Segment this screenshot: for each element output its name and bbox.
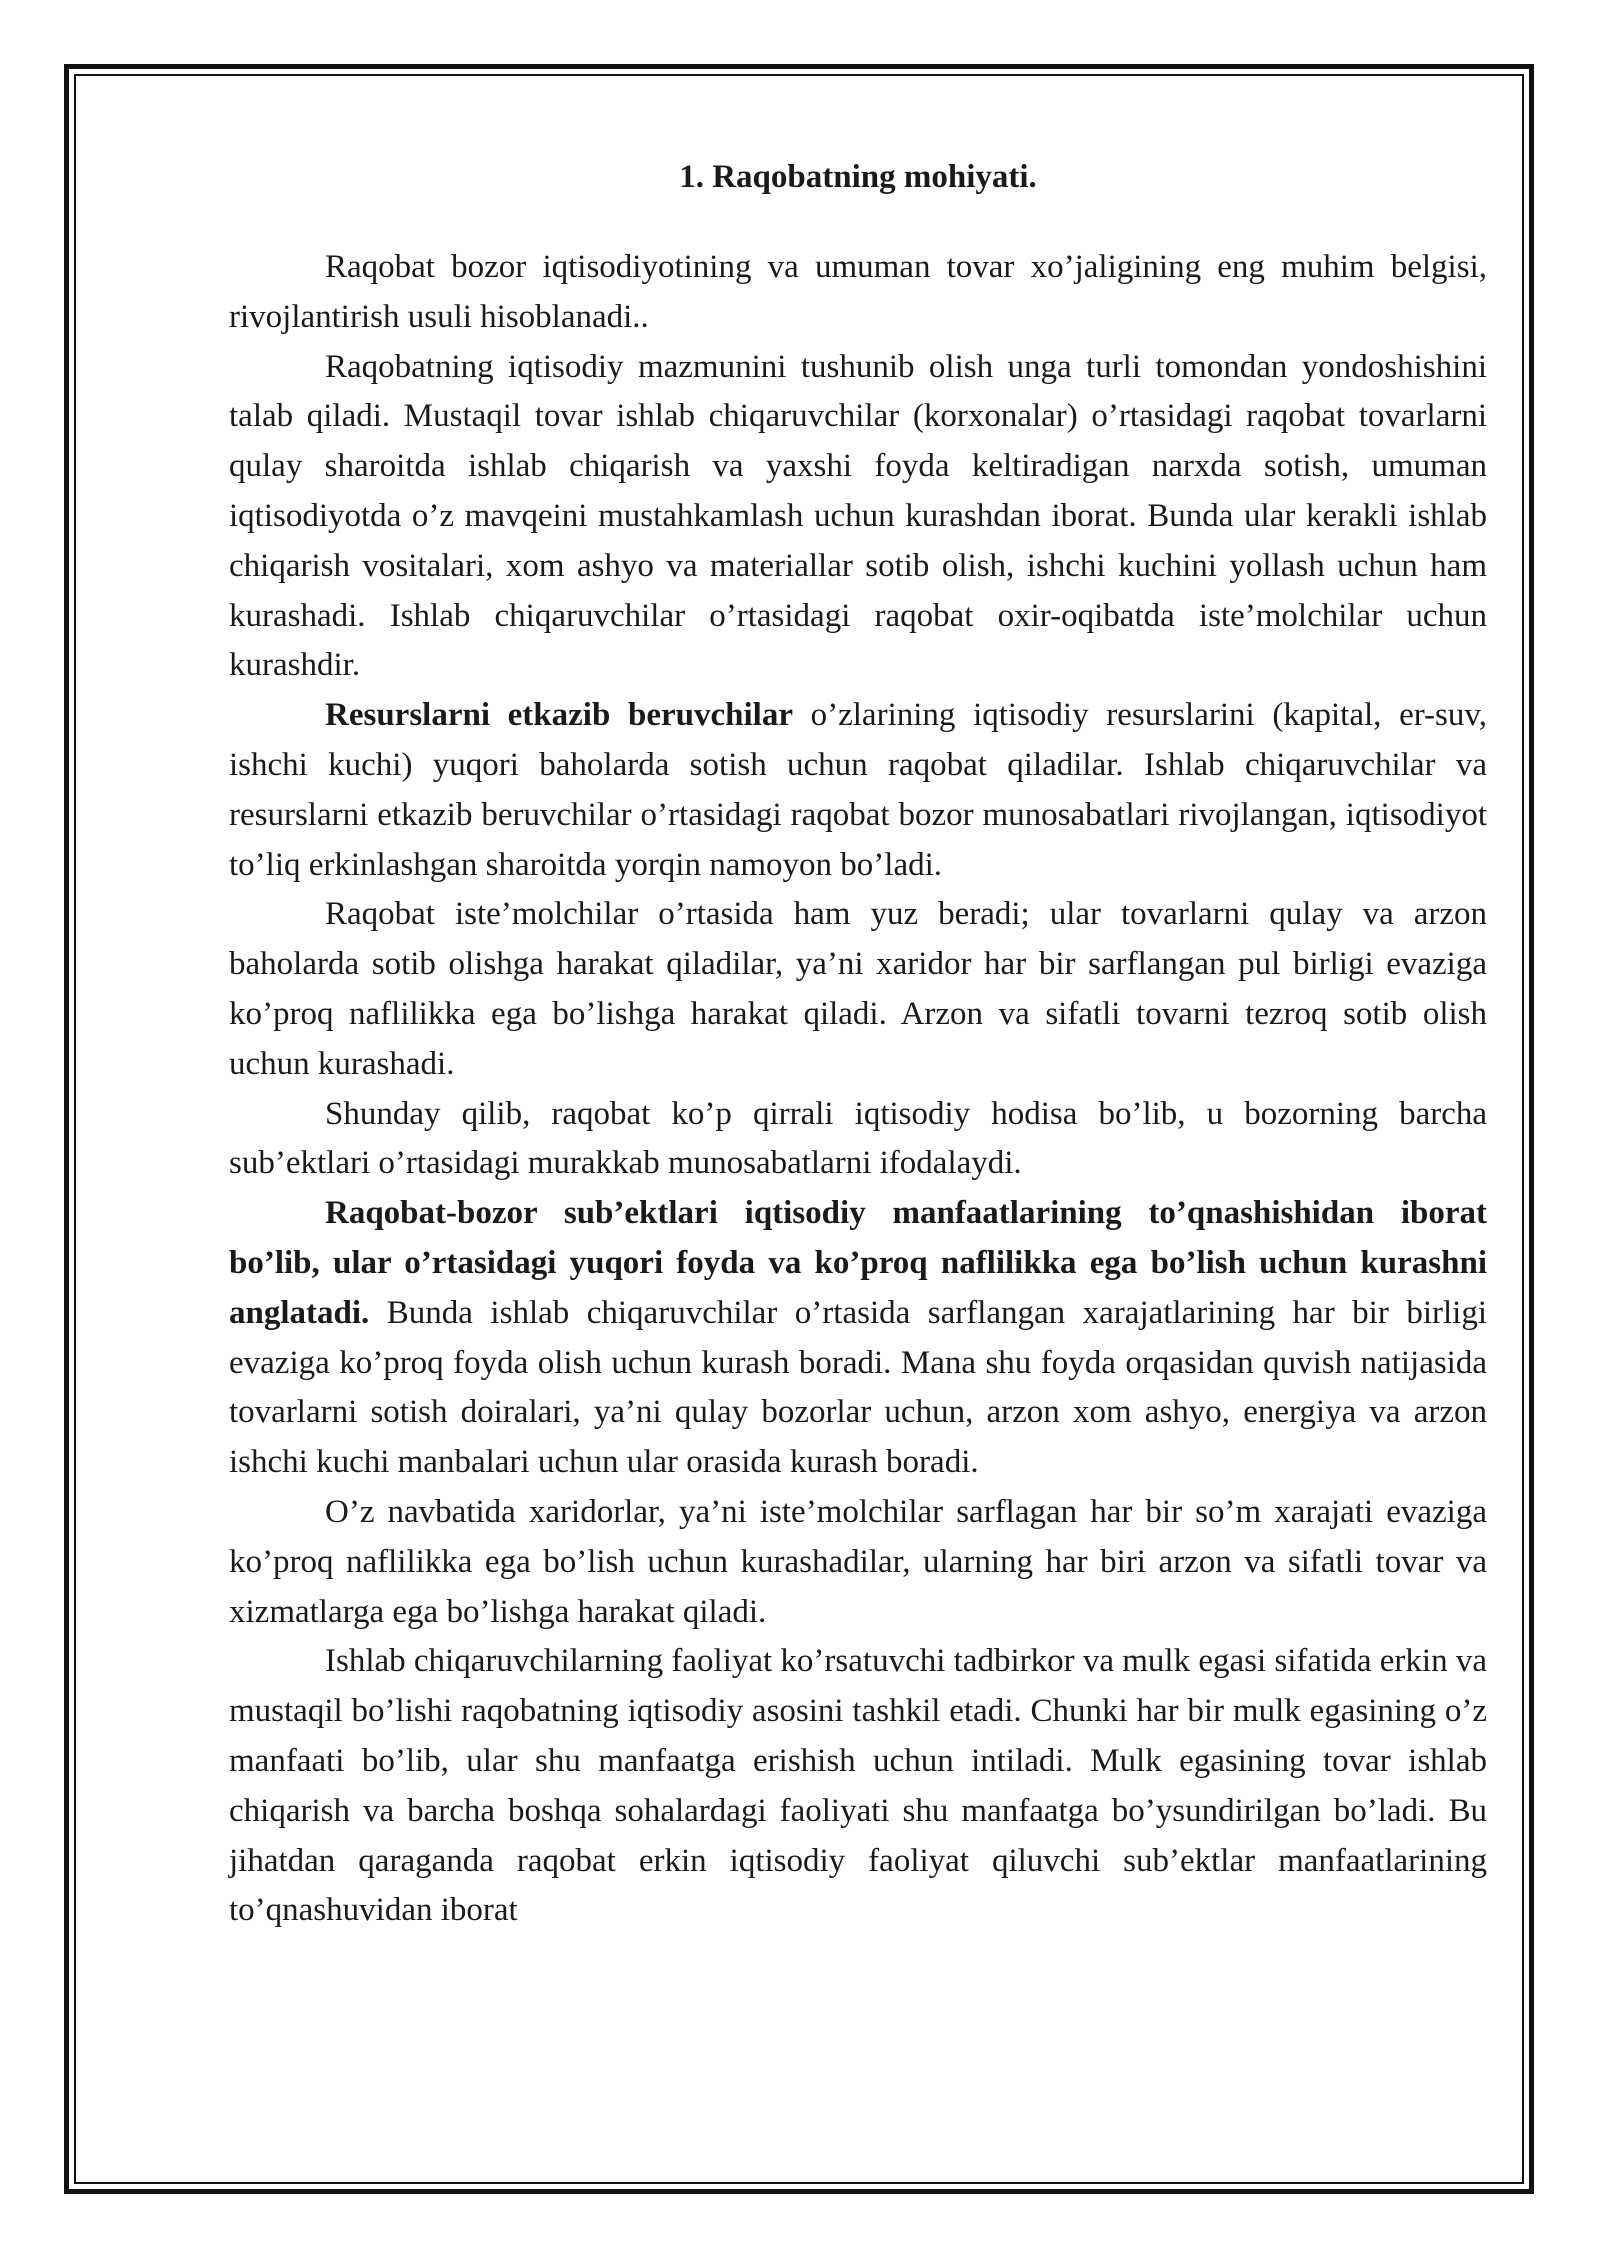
paragraph-4 [229, 890, 1487, 1089]
paragraph-1 [229, 243, 1487, 343]
section-title: 1. Raqobatning mohiyati. [679, 159, 1037, 195]
paragraph-2 [229, 343, 1487, 692]
paragraph-3-text: o’zlarining iqtisodiy resurslarini (kapital, er-suv, ishchi kuchi) yuqori baholarda sotish uchun raqobat qiladilar. Ishlab chiqaruvchilar va resurslarni etkazib beruvchilar o’rtasidagi raqobat bozor munosabatlari rivojlangan, iqtisodiyot to’liq erkinlashgan sharoitda yorqin namoyon bo’ladi. [229, 697, 1487, 883]
paragraph-6-lead: Raqobat-bozor sub’ektlari iqtisodiy manfaatlarining to’qnashishidan iborat bo’lib, ular o’rtasidagi yuqori foyda va ko’proq naflilikka ega bo’lish uchun kurashni anglatadi. [229, 1195, 1487, 1331]
paragraph-4-text: Raqobat iste’molchilar o’rtasida ham yuz beradi; ular tovarlarni qulay va arzon baholarda sotib olishga harakat qiladilar, ya’ni xaridor har bir sarflangan pul birligi evaziga ko’proq naflilikka ega bo’lishga harakat qiladi. Arzon va sifatli tovarni tezroq sotib olish uchun kurashadi. [229, 896, 1487, 1082]
paragraph-5-text: Shunday qilib, raqobat ko’p qirrali iqtisodiy hodisa bo’lib, u bozorning barcha sub’ektlari o’rtasidagi murakkab munosabatlarni ifodalaydi. [229, 1095, 1487, 1182]
paragraph-7 [229, 1488, 1487, 1637]
paragraph-6 [229, 1189, 1487, 1488]
document-body [229, 152, 1487, 1936]
paragraph-8-text: Ishlab chiqaruvchilarning faoliyat ko’rsatuvchi tadbirkor va mulk egasi sifatida erkin va mustaqil bo’lishi raqobatning iqtisodiy asosini tashkil etadi. Chunki har bir mulk egasining o’z manfaati bo’lib, ular shu manfaatga erishish uchun intiladi. Mulk egasining tovar ishlab chiqarish va barcha boshqa sohalardagi faoliyati shu manfaatga bo’ysundirilgan bo’ladi. Bu jihatdan qaraganda raqobat erkin iqtisodiy faoliyat qiluvchi sub’ektlar manfaatlarining to’qnashuvidan iborat [229, 1643, 1487, 1929]
paragraph-3 [229, 691, 1487, 890]
paragraph-1-text: Raqobat bozor iqtisodiyotining va umuman tovar xo’jaligining eng muhim belgisi, rivojlantirish usuli hisoblanadi.. [229, 249, 1487, 335]
paragraph-6-text: Bunda ishlab chiqaruvchilar o’rtasida sarflangan xarajatlarining har bir birligi evaziga ko’proq foyda olish uchun kurash boradi. Mana shu foyda orqasidan quvish natijasida tovarlarni sotish doiralari, ya’ni qulay bozorlar uchun, arzon xom ashyo, energiya va arzon ishchi kuchi manbalari uchun ular orasida kurash boradi. [229, 1294, 1487, 1481]
paragraph-7-text: O’z navbatida xaridorlar, ya’ni iste’molchilar sarflagan har bir so’m xarajati evaziga ko’proq naflilikka ega bo’lish uchun kurashadilar, ularning har biri arzon va sifatli tovar va xizmatlarga ega bo’lishga harakat qiladi. [229, 1493, 1487, 1630]
paragraph-2-text: Raqobatning iqtisodiy mazmunini tushunib olish unga turli tomondan yondoshishini talab qiladi. Mustaqil tovar ishlab chiqaruvchilar (korxonalar) o’rtasidagi raqobat tovarlarni qulay sharoitda ishlab chiqarish va yaxshi foyda keltiradigan narxda sotish, umuman iqtisodiyotda o’z mavqeini mustahkamlash uchun kurashdan iborat. Bunda ular kerakli ishlab chiqarish vositalari, xom ashyo va materiallar sotib olish, ishchi kuchini yollash uchun ham kurashadi. Ishlab chiqaruvchilar o’rtasidagi raqobat oxir-oqibatda iste’molchilar uchun kurashdir. [229, 348, 1487, 684]
paragraph-8 [229, 1637, 1487, 1936]
paragraph-3-lead: Resurslarni etkazib beruvchilar [325, 697, 793, 734]
paragraph-5 [229, 1090, 1487, 1190]
